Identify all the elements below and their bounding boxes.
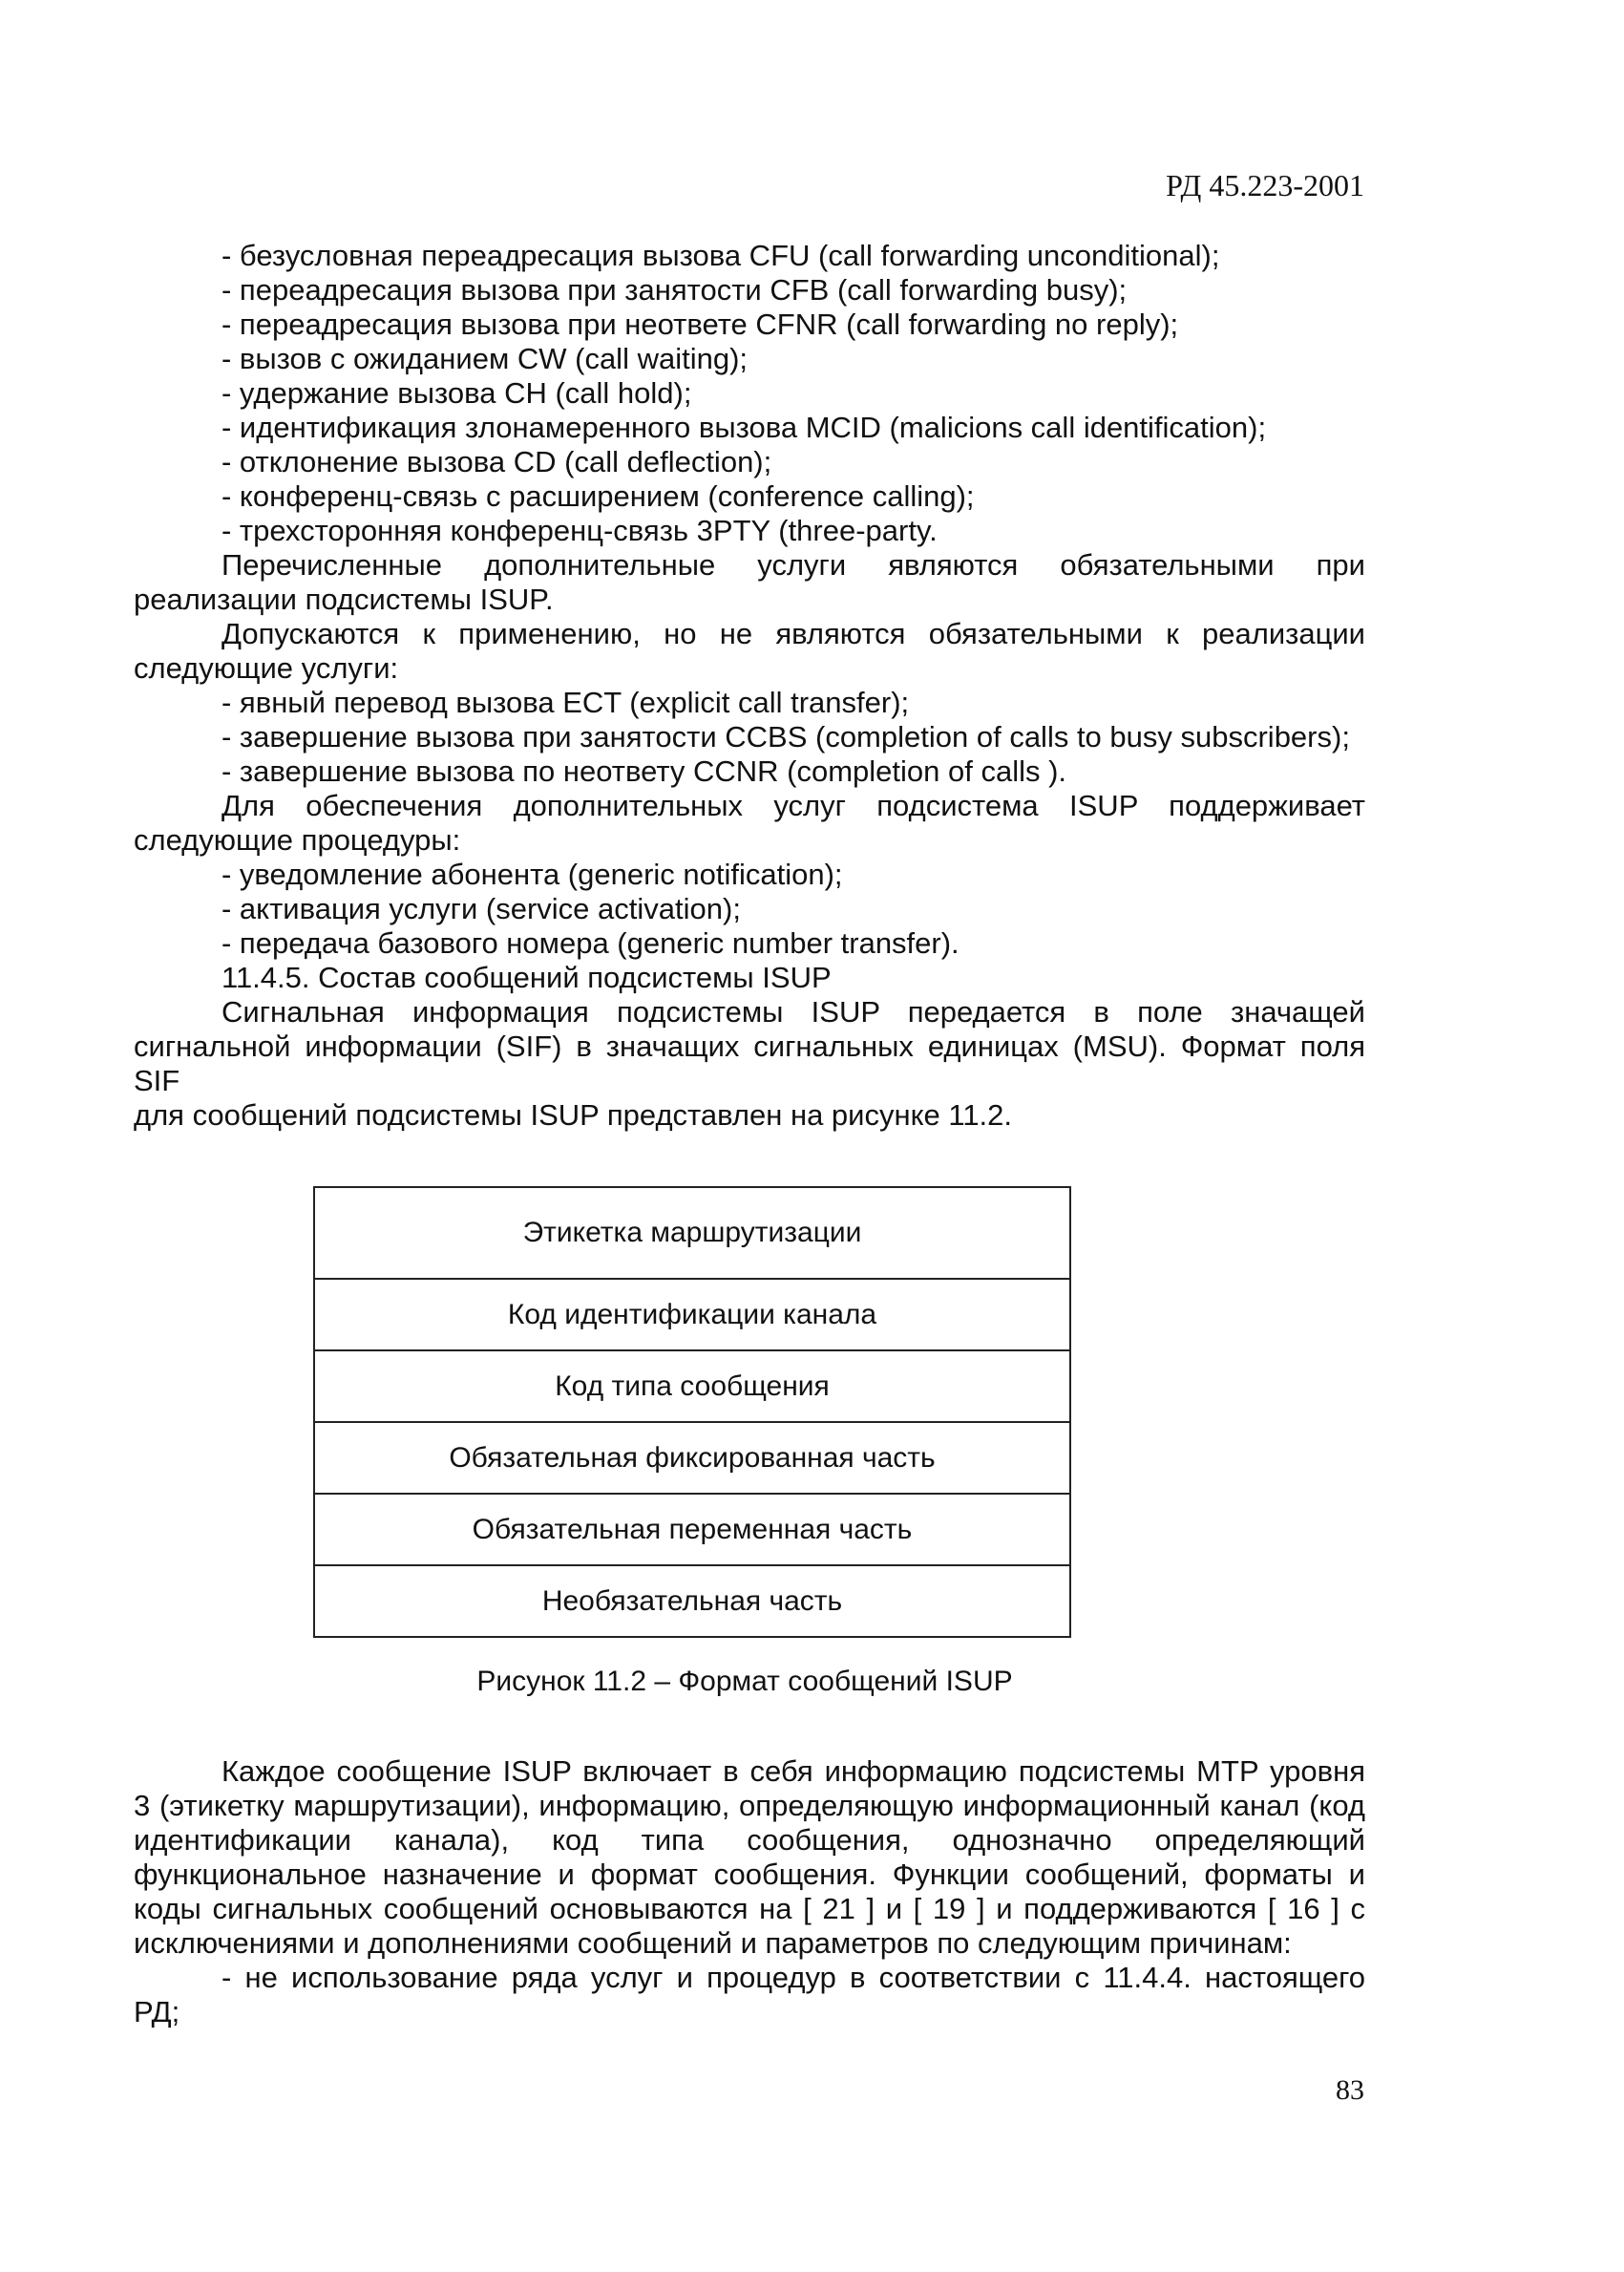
field-message-type-code: Код типа сообщения (315, 1349, 1069, 1421)
list-item: - удержание вызова CH (call hold); (221, 376, 692, 410)
list-item: - уведомление абонента (generic notification); (221, 858, 843, 891)
paragraph-line: Перечисленные дополнительные услуги являются обязательными при (221, 548, 1365, 582)
paragraph-line: для сообщений подсистемы ISUP представлен на рисунке 11.2. (134, 1098, 1013, 1132)
sif-paragraph (134, 995, 1365, 1133)
list-item: - переадресация вызова при занятости CFB (call forwarding busy); (221, 273, 1128, 307)
optional-list (134, 686, 1365, 789)
services-list (134, 239, 1365, 548)
list-item: - активация услуги (service activation); (221, 892, 741, 925)
paragraph-line: Каждое сообщение ISUP включает в себя информацию подсистемы MTP уровня (221, 1754, 1365, 1788)
procedures-note (134, 789, 1365, 858)
figure-caption: Рисунок 11.2 – Формат сообщений ISUP (476, 1666, 1013, 1697)
list-item: - отклонение вызова CD (call deflection); (221, 445, 772, 478)
list-item: - вызов с ожиданием CW (call waiting); (221, 342, 749, 375)
paragraph-line: сигнальной информации (SIF) в значащих сигнальных единицах (MSU). Формат поля SIF (134, 1030, 1365, 1097)
isup-format-diagram (313, 1186, 1071, 1638)
paragraph-line: Для обеспечения дополнительных услуг подсистема ISUP поддерживает (221, 789, 1365, 822)
paragraph-line: следующие процедуры: (134, 823, 461, 857)
page-number: 83 (1336, 2074, 1364, 2106)
field-optional-part: Необязательная часть (315, 1564, 1069, 1636)
list-item: - конференц-связь с расширением (conference calling); (221, 479, 975, 513)
list-item: - завершение вызова при занятости CCBS (completion of calls to busy subscribers); (221, 720, 1350, 754)
list-item: - трехсторонняя конференц-связь 3PTY (three-party. (221, 514, 938, 547)
list-item: - передача базового номера (generic number transfer). (221, 926, 960, 960)
section-heading: 11.4.5. Состав сообщений подсистемы ISUP (221, 961, 832, 994)
paragraph-line: идентификации канала), код типа сообщения, однозначно определяющий (134, 1823, 1365, 1857)
paragraph-line: - не использование ряда услуг и процедур в соответствии с 11.4.4. настоящего (221, 1961, 1365, 1994)
paragraph-line: следующие услуги: (134, 651, 399, 685)
field-routing-label: Этикетка маршрутизации (522, 1217, 862, 1248)
paragraph-line: реализации подсистемы ISUP. (134, 583, 554, 616)
paragraph-line: функциональное назначение и формат сообщения. Функции сообщений, форматы и (134, 1858, 1365, 1891)
procedures-list (134, 858, 1365, 961)
final-paragraph (134, 1754, 1365, 2029)
mandatory-note (134, 548, 1365, 617)
list-item: - завершение вызова по неответу CCNR (completion of calls ). (221, 754, 1067, 788)
optional-note (134, 617, 1365, 686)
list-item: - переадресация вызова при неответе CFNR (call forwarding no reply); (221, 308, 1179, 341)
page-body (134, 239, 1365, 2029)
paragraph-line: 3 (этикетку маршрутизации), информацию, определяющую информационный канал (код (134, 1789, 1365, 1822)
field-mandatory-variable-part: Обязательная переменная часть (315, 1493, 1069, 1564)
paragraph-line: Сигнальная информация подсистемы ISUP передается в поле значащей (221, 995, 1365, 1029)
list-item: - явный перевод вызова ECT (explicit call transfer); (221, 686, 910, 719)
list-item: - безусловная переадресация вызова CFU (call forwarding unconditional); (221, 239, 1220, 272)
paragraph-line: исключениями и дополнениями сообщений и параметров по следующим причинам: (134, 1926, 1292, 1960)
list-item: - идентификация злонамеренного вызова MCID (malicions call identification); (221, 411, 1267, 444)
document-code: РД 45.223-2001 (1166, 168, 1364, 202)
paragraph-line: РД; (134, 1995, 180, 2028)
paragraph-line: Допускаются к применению, но не являются обязательными к реализации (221, 617, 1365, 650)
field-circuit-id-code: Код идентификации канала (315, 1278, 1069, 1349)
paragraph-line: коды сигнальных сообщений основываются на [ 21 ] и [ 19 ] и поддерживаются [ 16 ] с (134, 1892, 1365, 1925)
field-mandatory-fixed-part: Обязательная фиксированная часть (315, 1421, 1069, 1493)
